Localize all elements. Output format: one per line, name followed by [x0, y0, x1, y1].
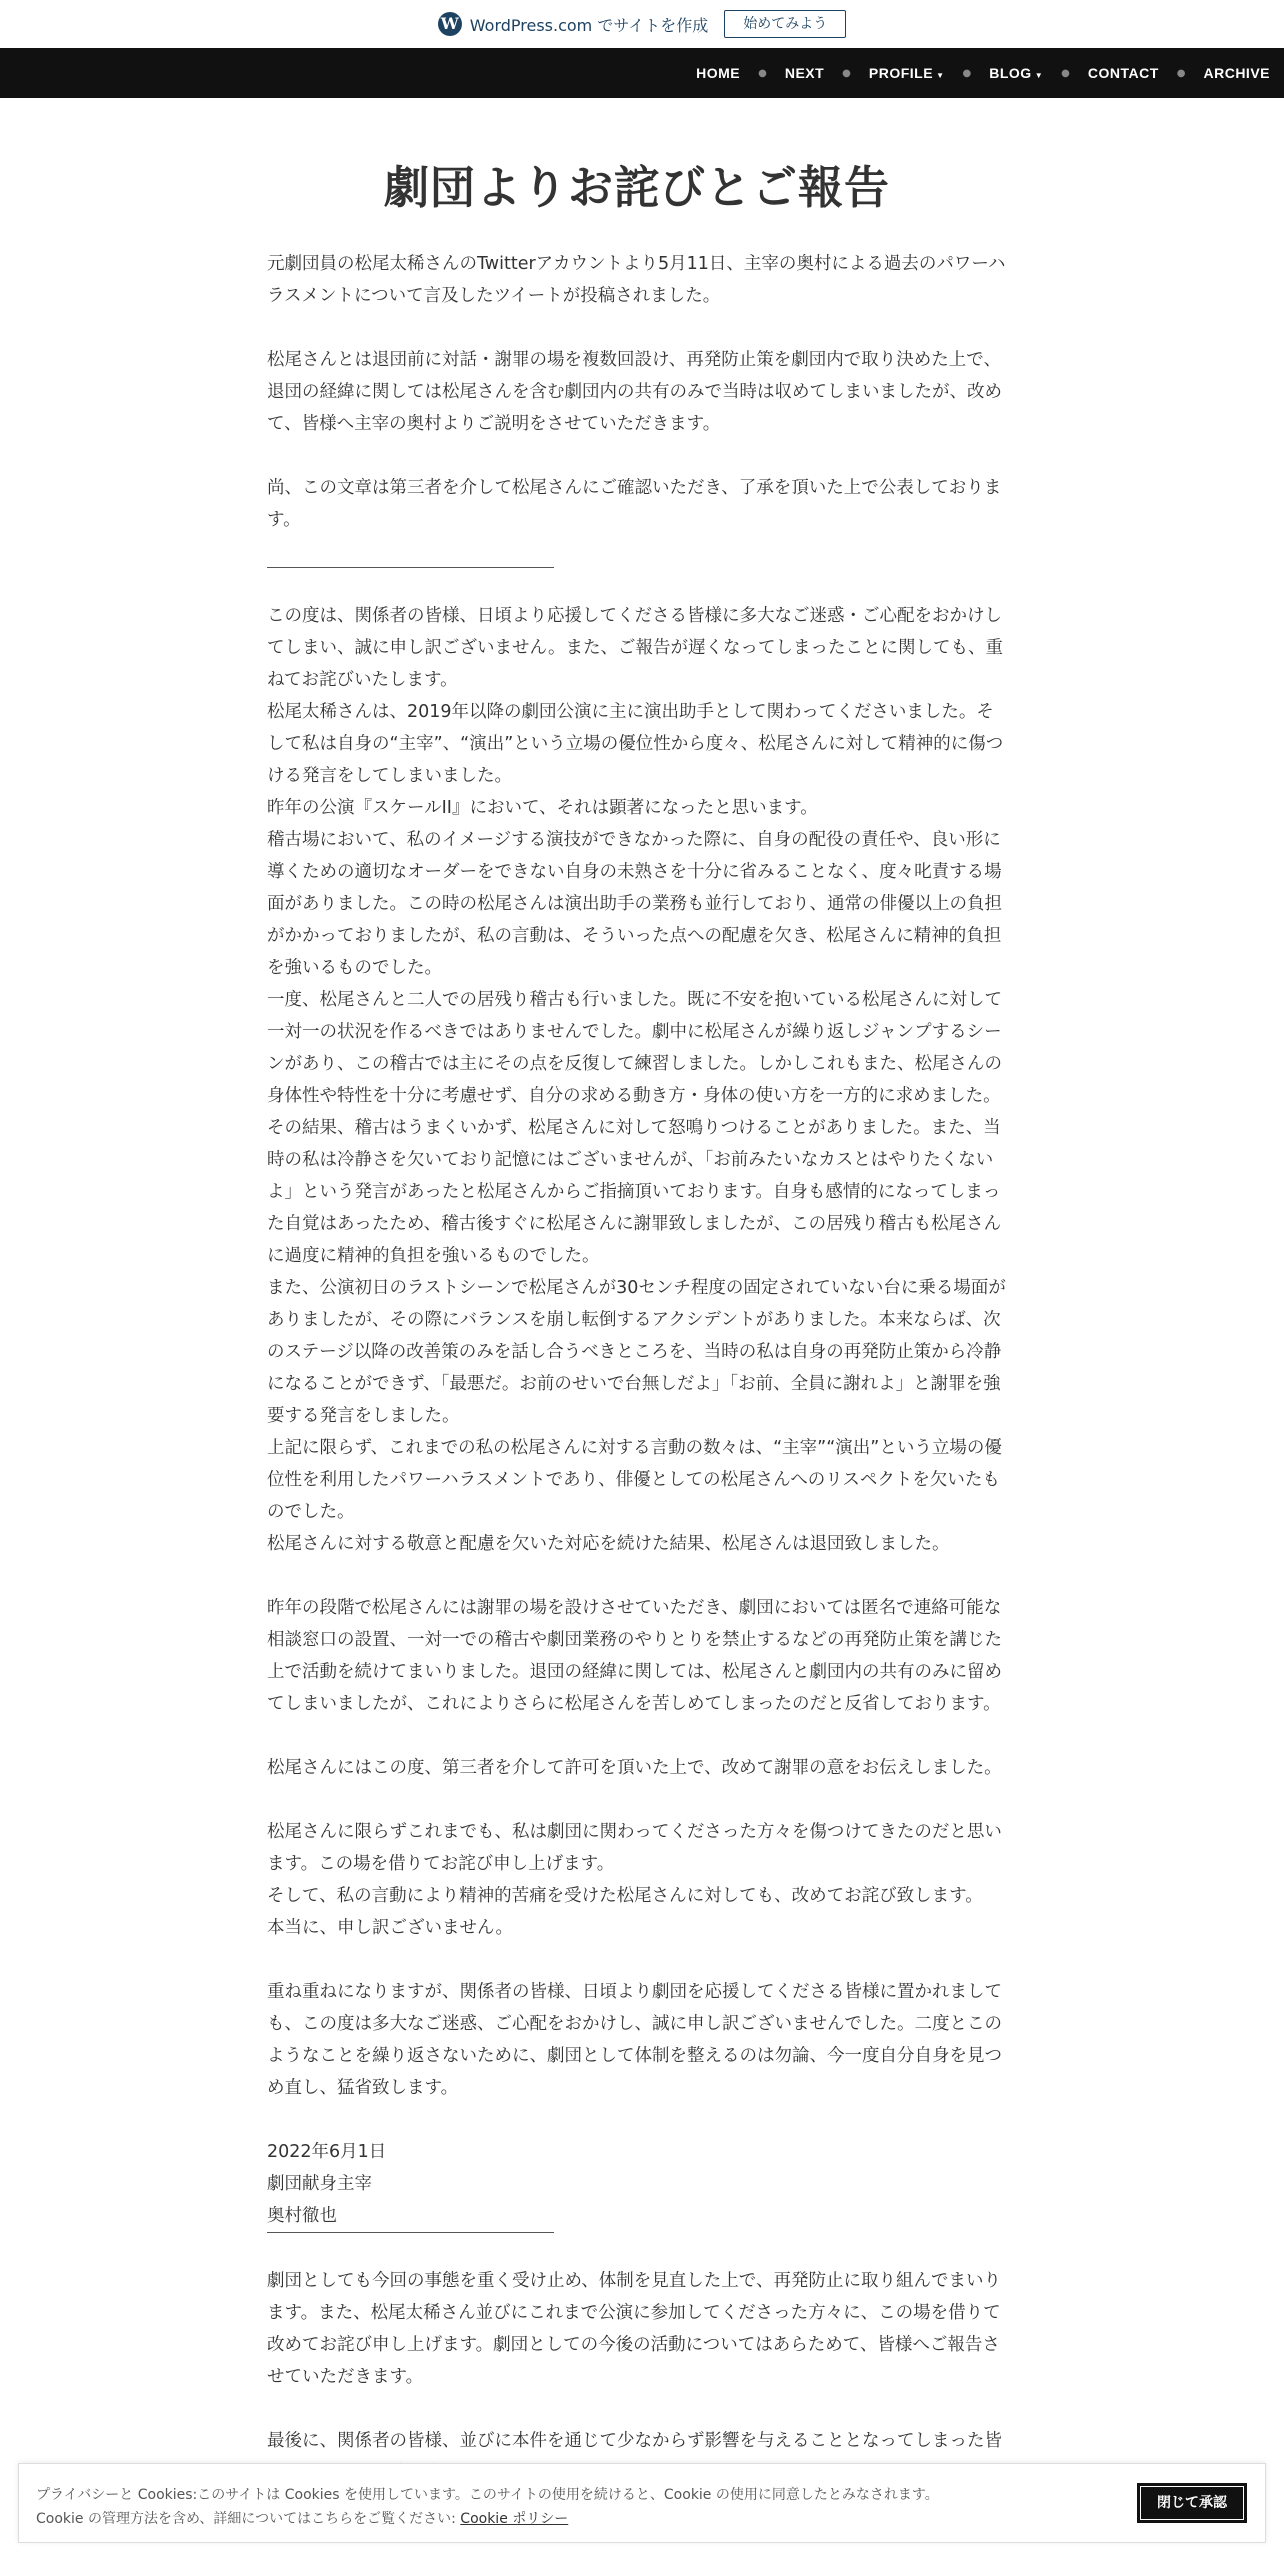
- close-and-accept-button[interactable]: 閉じて承認: [1137, 2483, 1247, 2523]
- article-paragraph: 一度、松尾さんと二人での居残り稽古も行いました。既に不安を抱いている松尾さんに対して一対一の状況を作るべきではありませんでした。劇中に松尾さんが繰り返しジャンプするシーンがあり、この稽古では主にその点を反復して練習しました。しかしこれもまた、松尾さんの身体性や特性を十分に考慮せず、自分の求める動き方・身体の使い方を一方的に求めました。その結果、稽古はうまくいかず、松尾さんに対して怒鳴りつけることがありました。また、当時の私は冷静さを欠いており記憶にはございませんが、「お前みたいなカスとはやりたくないよ」という発言があったと松尾さんからご指摘頂いております。自身も感情的になってしまった自覚はあったため、稽古後すぐに松尾さんに謝罪致しましたが、この居残り稽古も松尾さんに過度に精神的負担を強いるものでした。: [267, 990, 1002, 1266]
- article-paragraph: 松尾さんにはこの度、第三者を介して許可を頂いた上で、改めて謝罪の意をお伝えしました。: [267, 1758, 1002, 1778]
- nav-item-profile[interactable]: [869, 65, 945, 81]
- divider: [267, 567, 554, 568]
- wordpress-promo-bar: [0, 0, 1284, 48]
- divider: [267, 2232, 554, 2233]
- nav-separator: ●: [1061, 67, 1070, 79]
- wordpress-promo-text[interactable]: WordPress.com でサイトを作成: [469, 15, 709, 35]
- article-paragraph: 元劇団員の松尾太稀さんのTwitterアカウントより5月11日、主宰の奥村による過去のパワーハラスメントについて言及したツイートが投稿されました。: [267, 254, 1006, 306]
- article: [267, 98, 1007, 2521]
- nav-separator: ●: [758, 67, 767, 79]
- article-paragraph: そして、私の言動により精神的苦痛を受けた松尾さんに対しても、改めてお詫び致します。: [267, 1886, 983, 1906]
- article-paragraph: 松尾さんに限らずこれまでも、私は劇団に関わってくださった方々を傷つけてきたのだと思います。この場を借りてお詫び申し上げます。: [267, 1822, 1002, 1874]
- nav-item-next[interactable]: NEXT: [784, 65, 825, 81]
- article-paragraph: 上記に限らず、これまでの私の松尾さんに対する言動の数々は、“主宰”“演出”という立場の優位性を利用したパワーハラスメントであり、俳優としての松尾さんへのリスペクトを欠いたものでした。: [267, 1438, 1002, 1522]
- nav-item-archive[interactable]: ARCHIVE: [1203, 65, 1270, 81]
- article-paragraph: この度は、関係者の皆様、日頃より応援してくださる皆様に多大なご迷惑・ご心配をおかけしてしまい、誠に申し訳ございません。また、ご報告が遅くなってしまったことに関しても、重ねてお詫びいたします。: [267, 606, 1004, 690]
- article-paragraph: また、公演初日のラストシーンで松尾さんが30センチ程度の固定されていない台に乗る場面がありましたが、その際にバランスを崩し転倒するアクシデントがありました。本来ならば、次のステージ以降の改善策のみを話し合うべきところを、当時の私は自身の再発防止策から冷静になることができず、「最悪だ。お前のせいで台無しだよ」「お前、全員に謝れよ」と謝罪を強要する発言をしました。: [267, 1278, 1006, 1426]
- chevron-down-icon: ▼: [1034, 71, 1044, 80]
- article-paragraph: 尚、この文章は第三者を介して松尾さんにご確認いただき、了承を頂いた上で公表しております。: [267, 478, 1002, 530]
- article-paragraph: 最後に、関係者の皆様、並びに本件を通じて少なからず影響を与えることとなってしまった皆: [267, 2431, 1002, 2451]
- cookie-policy-link[interactable]: Cookie ポリシー: [460, 2511, 569, 2527]
- nav-item-blog-label: BLOG: [989, 65, 1032, 81]
- signature-name: 奥村徹也: [267, 2206, 337, 2226]
- article-paragraph: 本当に、申し訳ございません。: [267, 1918, 514, 1938]
- nav-separator: ●: [842, 67, 851, 79]
- signature-date: 2022年6月1日: [267, 2142, 387, 2162]
- cookie-banner-text: [36, 2483, 1036, 2531]
- nav-item-contact[interactable]: CONTACT: [1087, 65, 1159, 81]
- article-paragraph: 松尾さんに対する敬意と配慮を欠いた対応を続けた結果、松尾さんは退団致しました。: [267, 1534, 950, 1554]
- get-started-button[interactable]: 始めてみよう: [724, 10, 846, 38]
- nav-item-profile-label: PROFILE: [868, 65, 934, 81]
- page-title: 劇団よりお詫びとご報告: [383, 162, 890, 213]
- nav-item-blog[interactable]: [989, 65, 1043, 81]
- article-content: [267, 248, 1007, 2489]
- nav-item-home[interactable]: HOME: [696, 65, 741, 81]
- article-paragraph: 重ね重ねになりますが、関係者の皆様、日頃より劇団を応援してくださる皆様に置かれましても、この度は多大なご迷惑、ご心配をおかけし、誠に申し訳ございませんでした。二度とこのようなことを繰り返さないために、劇団として体制を整えるのは勿論、今一度自分自身を見つめ直し、猛省致します。: [267, 1982, 1002, 2098]
- cookie-notice-line-2: [36, 2507, 1036, 2531]
- article-paragraph: 稽古場において、私のイメージする演技ができなかった際に、自身の配役の責任や、良い形に導くための適切なオーダーをできない自身の未熟さを十分に省みることなく、度々叱責する場面がありました。この時の松尾さんは演出助手の業務も並行しており、通常の俳優以上の負担がかかっておりましたが、私の言動は、そういった点への配慮を欠き、松尾さんに精神的負担を強いるものでした。: [267, 830, 1002, 978]
- cookie-notice-text: Cookie の管理方法を含め、詳細についてはこちらをご覧ください:: [36, 2511, 456, 2527]
- wordpress-logo-icon[interactable]: W: [438, 12, 462, 36]
- nav-separator: ●: [962, 67, 972, 79]
- article-paragraph: 昨年の段階で松尾さんには謝罪の場を設けさせていただき、劇団においては匿名で連絡可能な相談窓口の設置、一対一での稽古や劇団業務のやりとりを禁止するなどの再発防止策を講じた上で活動を続けてまいりました。退団の経緯に関しては、松尾さんと劇団内の共有のみに留めてしまいましたが、これによりさらに松尾さんを苦しめてしまったのだと反省しております。: [267, 1598, 1002, 1714]
- signature-organization: 劇団献身主宰: [267, 2174, 372, 2194]
- article-paragraph: 昨年の公演『スケールII』において、それは顕著になったと思います。: [267, 798, 818, 818]
- article-paragraph: 松尾太稀さんは、2019年以降の劇団公演に主に演出助手として関わってくださいました。そして私は自身の“主宰”、“演出”という立場の優位性から度々、松尾さんに対して精神的に傷つける発言をしてしまいました。: [267, 702, 1004, 786]
- main-navigation: [0, 48, 1284, 98]
- cookie-notice-line: プライバシーと Cookies:このサイトは Cookies を使用しています。このサイトの使用を続けると、Cookie の使用に同意したとみなされます。: [36, 2487, 939, 2503]
- chevron-down-icon: ▼: [936, 71, 945, 80]
- article-paragraph: 劇団としても今回の事態を重く受け止め、体制を見直した上で、再発防止に取り組んでまいります。また、松尾太稀さん並びにこれまで公演に参加してくださった方々に、この場を借りて改めてお詫び申し上げます。劇団としての今後の活動についてはあらためて、皆様へご報告させていただきます。: [267, 2271, 1001, 2387]
- article-paragraph: 松尾さんとは退団前に対話・謝罪の場を複数回設け、再発防止策を劇団内で取り決めた上で、退団の経緯に関しては松尾さんを含む劇団内の共有のみで当時は収めてしまいましたが、改めて、皆様へ主宰の奥村よりご説明をさせていただきます。: [267, 350, 1002, 434]
- nav-separator: ●: [1176, 67, 1186, 79]
- cookie-banner: [18, 2463, 1266, 2543]
